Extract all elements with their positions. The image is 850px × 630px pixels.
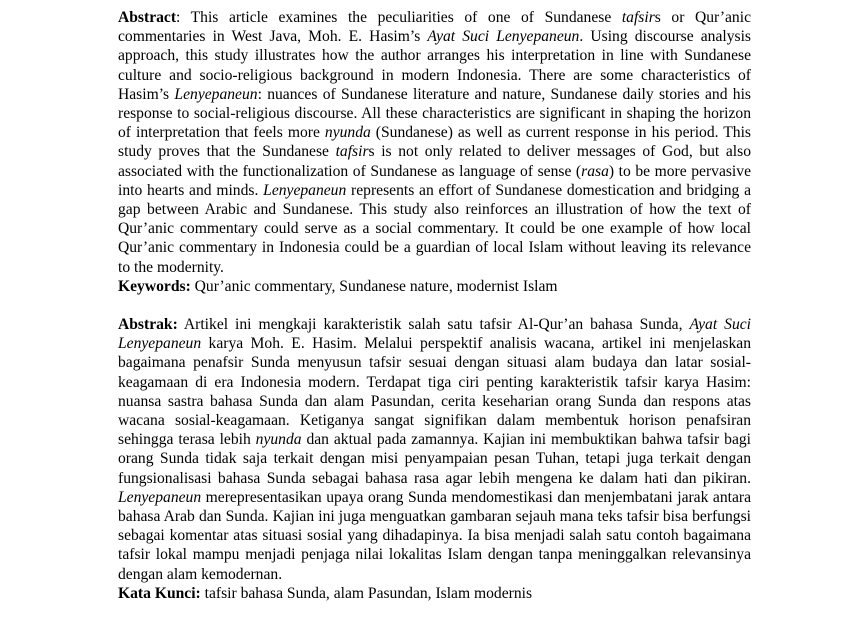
italic-term: Ayat Suci Lenyepaneun: [118, 316, 751, 353]
text-run: : This article examines the peculiarities of one of Sundanese: [176, 9, 622, 26]
kata-kunci-label: Kata Kunci:: [118, 584, 201, 602]
italic-term: Lenyepaneun: [263, 181, 347, 199]
keywords-indonesian-text: tafsir bahasa Sunda, alam Pasundan, Islam modernis: [200, 584, 533, 602]
italic-term: Lenyepaneun: [174, 85, 258, 103]
text-run: merepresentasikan upaya orang Sunda mendomestikasi dan menjembatani jarak antara bahasa Arab dan Sunda. Kajian ini juga menguatkan gambaran sejauh mana teks tafsir bisa berfungsi sebagai komentar atas situasi sosial yang dihadapinya. Ia bisa menjadi salah satu contoh bagaimana tafsir lokal mampu menjadi penjaga nilai lokalitas Islam dengan tanpa meninggalkan relevansinya dengan alam kemodernan.: [118, 488, 751, 583]
abstract-indonesian: [118, 315, 751, 584]
keywords-english-text: Qur’anic commentary, Sundanese nature, modernist Islam: [190, 277, 558, 295]
text-run: represents an effort of Sundanese domestication and bridging a gap between Arabic and Sundanese. This study also reinforces an illustration of how the text of Qur’anic commentary could serve as a social commentary. It could be one example of how local Qur’anic commentary in Indonesia could be a guardian of local Islam without leaving its relevance to the modernity.: [118, 181, 751, 276]
text-run: : nuances of Sundanese literature and nature, Sundanese daily stories and his response to social-religious discourse. All these characteristics are significant in shaping the horizon of interpretation that feels more: [118, 85, 751, 142]
text-run: ) to be more pervasive into hearts and minds.: [118, 162, 751, 199]
abstract-indonesian-body: [118, 316, 751, 583]
italic-term: Ayat Suci Lenyepaneun: [427, 28, 580, 46]
text-run: Artikel ini mengkaji karakteristik salah satu tafsir Al-Qur’an bahasa Sunda,: [177, 316, 690, 334]
text-run: s or Qur’anic commentaries in West Java, Moh. E. Hasim’s: [118, 9, 751, 46]
text-run: dan aktual pada zamannya. Kajian ini membuktikan bahwa tafsir bagi orang Sunda tidak saja terkait dengan misi penyampaian pesan Tuhan, tetapi juga terkait dengan fungsionalisasi bahasa Sunda sebagai bahasa rasa agar lebih mengena ke dalam hati dan pikiran.: [118, 431, 751, 487]
paper-page: [118, 8, 751, 603]
section-spacer: [118, 296, 751, 315]
italic-term: rasa: [581, 162, 609, 180]
italic-term: tafsir: [335, 143, 369, 161]
keywords-label: Keywords:: [118, 277, 191, 295]
keywords-english: [118, 277, 751, 296]
italic-term: tafsir: [621, 9, 655, 26]
text-run: karya Moh. E. Hasim. Melalui perspektif analisis wacana, artikel ini menjelaskan bagaimana penafsir Sunda menyusun tafsir sesuai dengan situasi alam budaya dan latar sosial-keagamaan di era Indonesia modern. Terdapat tiga ciri penting karakteristik tafsir karya Hasim: nuansa sastra bahasa Sunda dan alam Pasundan, cerita keseharian orang Sunda dan respons atas wacana sosial-keagamaan. Ketiganya sangat signifikan dalam membentuk horison penafsiran sehingga terasa lebih: [118, 335, 751, 449]
text-run: s is not only related to deliver messages of God, but also associated with the functionalization of Sundanese as language of sense (: [118, 143, 751, 180]
abstrak-label: Abstrak:: [118, 316, 178, 334]
abstract-label: Abstract: [118, 9, 177, 26]
text-run: (Sundanese) as well as current response in his period. This study proves that the Sundanese: [118, 124, 751, 161]
italic-term: Lenyepaneun: [118, 488, 202, 506]
italic-term: nyunda: [255, 431, 302, 449]
keywords-indonesian: [118, 584, 751, 603]
abstract-english-body: [118, 9, 751, 276]
abstract-english: [118, 8, 751, 277]
italic-term: nyunda: [324, 124, 371, 142]
text-run: . Using discourse analysis approach, this study illustrates how the author arranges his interpretation in line with Sundanese culture and socio-religious background in modern Indonesia. There are some characteristics of Hasim’s: [118, 28, 751, 103]
